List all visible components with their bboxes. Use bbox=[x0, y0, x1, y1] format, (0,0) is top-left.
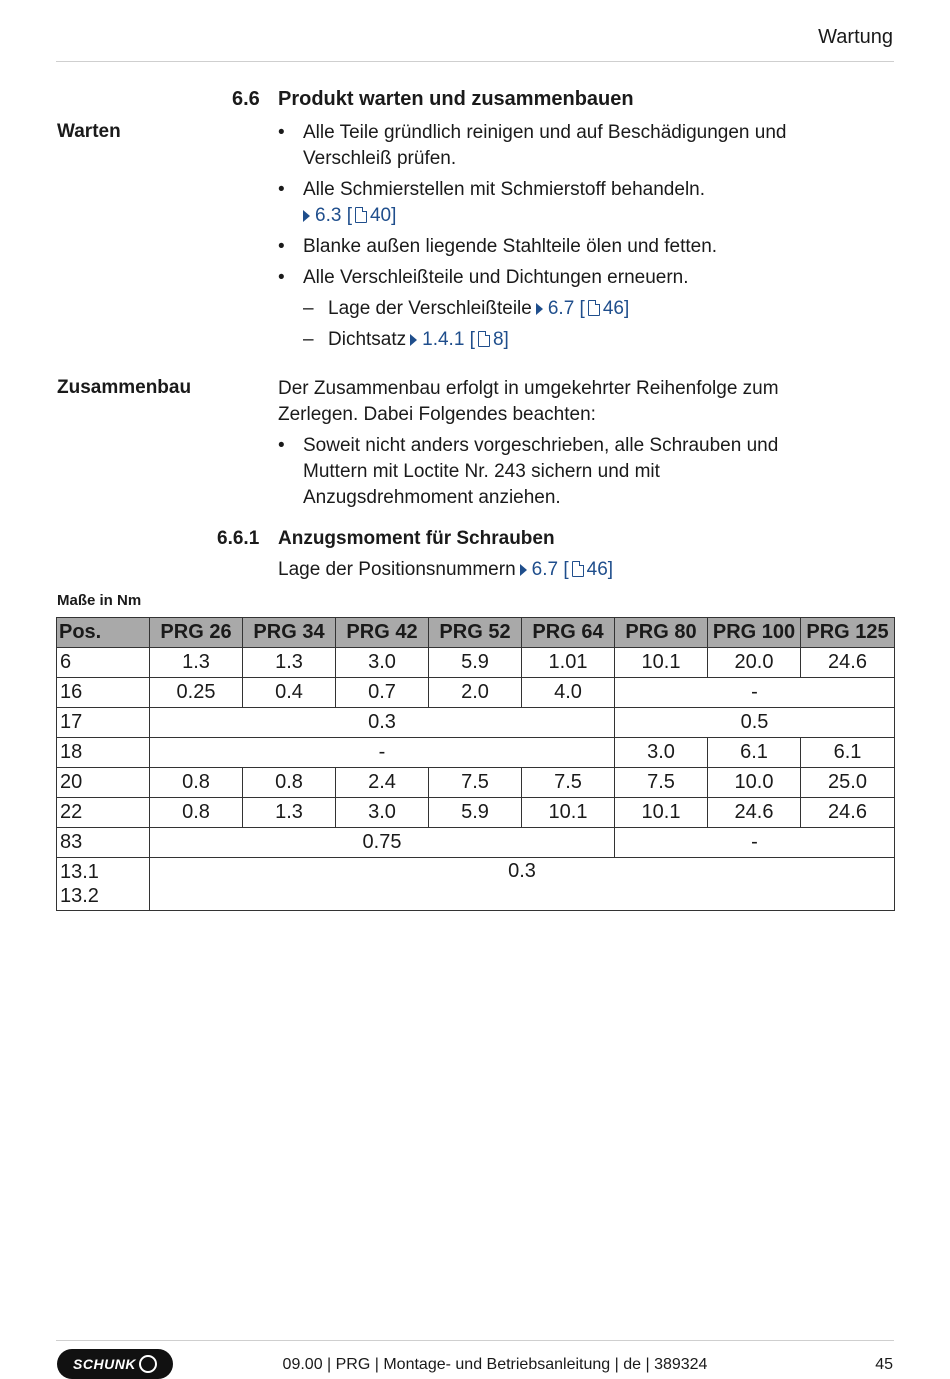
table-cell: 10.1 bbox=[615, 798, 708, 828]
table-cell: 3.0 bbox=[615, 738, 708, 768]
footer-rule bbox=[56, 1340, 894, 1341]
table-cell: 1.01 bbox=[522, 648, 615, 678]
dash-marker: – bbox=[303, 298, 314, 319]
bullet-text: Muttern mit Loctite Nr. 243 sichern und mit bbox=[303, 461, 660, 482]
paragraph-line: Der Zusammenbau erfolgt in umgekehrter Reihenfolge zum bbox=[278, 378, 779, 399]
table-cell: 0.4 bbox=[243, 678, 336, 708]
table-row bbox=[57, 738, 895, 768]
table-cell: 0.7 bbox=[336, 678, 429, 708]
table-row bbox=[57, 648, 895, 678]
table-row bbox=[57, 768, 895, 798]
table-cell: - bbox=[150, 738, 615, 768]
reference-arrow-icon bbox=[520, 564, 527, 576]
table-cell: 20 bbox=[57, 768, 150, 798]
table-cell: 5.9 bbox=[429, 648, 522, 678]
cross-reference-link[interactable]: 6.3 [ 40] bbox=[303, 203, 396, 229]
bullet-text: Alle Schmierstellen mit Schmierstoff behandeln. bbox=[303, 179, 706, 200]
table-cell: 10.0 bbox=[708, 768, 801, 798]
column-header: PRG 26 bbox=[150, 618, 243, 648]
bullet-text: Verschleiß prüfen. bbox=[303, 148, 457, 169]
reference-arrow-icon bbox=[410, 334, 417, 346]
paragraph-line: Zerlegen. Dabei Folgendes beachten: bbox=[278, 404, 596, 425]
bullet-text: Alle Teile gründlich reinigen und auf Beschädigungen und bbox=[303, 122, 787, 143]
table-cell: 0.5 bbox=[615, 708, 895, 738]
bullet-text: Soweit nicht anders vorgeschrieben, alle Schrauben und bbox=[303, 435, 779, 456]
torque-table bbox=[56, 617, 895, 911]
reference-arrow-icon bbox=[303, 210, 310, 222]
table-cell: 2.4 bbox=[336, 768, 429, 798]
table-cell: 10.1 bbox=[615, 648, 708, 678]
column-header: PRG 64 bbox=[522, 618, 615, 648]
subsection-title: Anzugsmoment für Schrauben bbox=[278, 528, 555, 549]
column-header: PRG 52 bbox=[429, 618, 522, 648]
page-icon bbox=[478, 331, 490, 347]
table-cell: 0.25 bbox=[150, 678, 243, 708]
warten-label: Warten bbox=[57, 121, 121, 142]
bullet-text: Anzugsdrehmoment anziehen. bbox=[303, 487, 561, 508]
sub-item-text: Lage der Verschleißteile 6.7 [ 46] bbox=[328, 298, 630, 319]
table-row bbox=[57, 858, 895, 911]
column-header: PRG 34 bbox=[243, 618, 336, 648]
list-item bbox=[278, 177, 878, 231]
cross-reference-link[interactable]: 6.7 [ 46] bbox=[516, 559, 613, 580]
table-cell: 6.1 bbox=[801, 738, 895, 768]
page-icon bbox=[572, 561, 584, 577]
table-row bbox=[57, 678, 895, 708]
table-cell: - bbox=[615, 828, 895, 858]
column-header: Pos. bbox=[57, 618, 150, 648]
reference-arrow-icon bbox=[536, 303, 543, 315]
table-header-row bbox=[57, 618, 895, 648]
table-cell: 7.5 bbox=[615, 768, 708, 798]
column-header: PRG 80 bbox=[615, 618, 708, 648]
zusammenbau-label: Zusammenbau bbox=[57, 377, 192, 398]
table-cell: 20.0 bbox=[708, 648, 801, 678]
table-cell: 24.6 bbox=[708, 798, 801, 828]
bullet-dot: • bbox=[278, 267, 285, 288]
page-icon bbox=[355, 207, 367, 223]
column-header: PRG 42 bbox=[336, 618, 429, 648]
table-cell: 83 bbox=[57, 828, 150, 858]
sub-list-item bbox=[303, 296, 863, 322]
table-cell: - bbox=[615, 678, 895, 708]
page-header-title: Wartung bbox=[818, 26, 893, 48]
dash-marker: – bbox=[303, 329, 314, 350]
table-caption: Maße in Nm bbox=[57, 592, 142, 609]
bullet-dot: • bbox=[278, 435, 285, 456]
table-cell: 3.0 bbox=[336, 798, 429, 828]
table-cell: 16 bbox=[57, 678, 150, 708]
table-cell: 6.1 bbox=[708, 738, 801, 768]
bullet-text: Alle Verschleißteile und Dichtungen erneuern. bbox=[303, 267, 689, 288]
table-cell: 25.0 bbox=[801, 768, 895, 798]
list-item bbox=[278, 234, 878, 260]
table-row bbox=[57, 828, 895, 858]
header-rule bbox=[56, 61, 894, 62]
table-cell: 1.3 bbox=[150, 648, 243, 678]
table-cell: 17 bbox=[57, 708, 150, 738]
table-cell: 5.9 bbox=[429, 798, 522, 828]
bullet-text: Blanke außen liegende Stahlteile ölen und fetten. bbox=[303, 236, 718, 257]
table-cell: 0.8 bbox=[243, 768, 336, 798]
table-cell: 0.8 bbox=[150, 768, 243, 798]
table-cell: 1.3 bbox=[243, 648, 336, 678]
table-cell: 24.6 bbox=[801, 798, 895, 828]
positions-reference-line: Lage der Positionsnummern 6.7 [ 46] bbox=[278, 559, 614, 580]
table-cell: 2.0 bbox=[429, 678, 522, 708]
list-item bbox=[278, 265, 878, 291]
table-cell: 22 bbox=[57, 798, 150, 828]
table-row bbox=[57, 798, 895, 828]
footer-document-info: 09.00 | PRG | Montage- und Betriebsanleitung | de | 389324 bbox=[282, 1356, 708, 1373]
section-number: 6.6 bbox=[232, 88, 260, 110]
sub-list-item bbox=[303, 327, 863, 353]
table-cell: 24.6 bbox=[801, 648, 895, 678]
table-cell: 7.5 bbox=[522, 768, 615, 798]
table-cell: 4.0 bbox=[522, 678, 615, 708]
page-icon bbox=[588, 300, 600, 316]
table-cell: 7.5 bbox=[429, 768, 522, 798]
table-cell: 0.3 bbox=[150, 708, 615, 738]
bullet-dot: • bbox=[278, 122, 285, 143]
list-item bbox=[278, 433, 878, 513]
table-cell: 1.3 bbox=[243, 798, 336, 828]
column-header: PRG 100 bbox=[708, 618, 801, 648]
table-cell: 6 bbox=[57, 648, 150, 678]
bullet-dot: • bbox=[278, 236, 285, 257]
cross-reference-link[interactable]: 1.4.1 [ 8] bbox=[406, 329, 509, 350]
sub-item-text: Dichtsatz 1.4.1 [ 8] bbox=[328, 329, 509, 350]
cross-reference-link[interactable]: 6.7 [ 46] bbox=[532, 298, 629, 319]
table-cell: 0.3 bbox=[150, 858, 895, 911]
table-cell: 3.0 bbox=[336, 648, 429, 678]
section-title: Produkt warten und zusammenbauen bbox=[278, 88, 634, 110]
page-number: 45 bbox=[875, 1356, 893, 1373]
list-item bbox=[278, 120, 878, 174]
table-row bbox=[57, 708, 895, 738]
table-cell: 13.1 13.2 bbox=[57, 858, 150, 911]
bullet-dot: • bbox=[278, 179, 285, 200]
table-cell: 10.1 bbox=[522, 798, 615, 828]
column-header: PRG 125 bbox=[801, 618, 895, 648]
table-cell: 0.8 bbox=[150, 798, 243, 828]
table-cell: 0.75 bbox=[150, 828, 615, 858]
subsection-number: 6.6.1 bbox=[217, 528, 260, 549]
table-cell: 18 bbox=[57, 738, 150, 768]
schunk-logo: SCHUNK bbox=[57, 1349, 173, 1379]
